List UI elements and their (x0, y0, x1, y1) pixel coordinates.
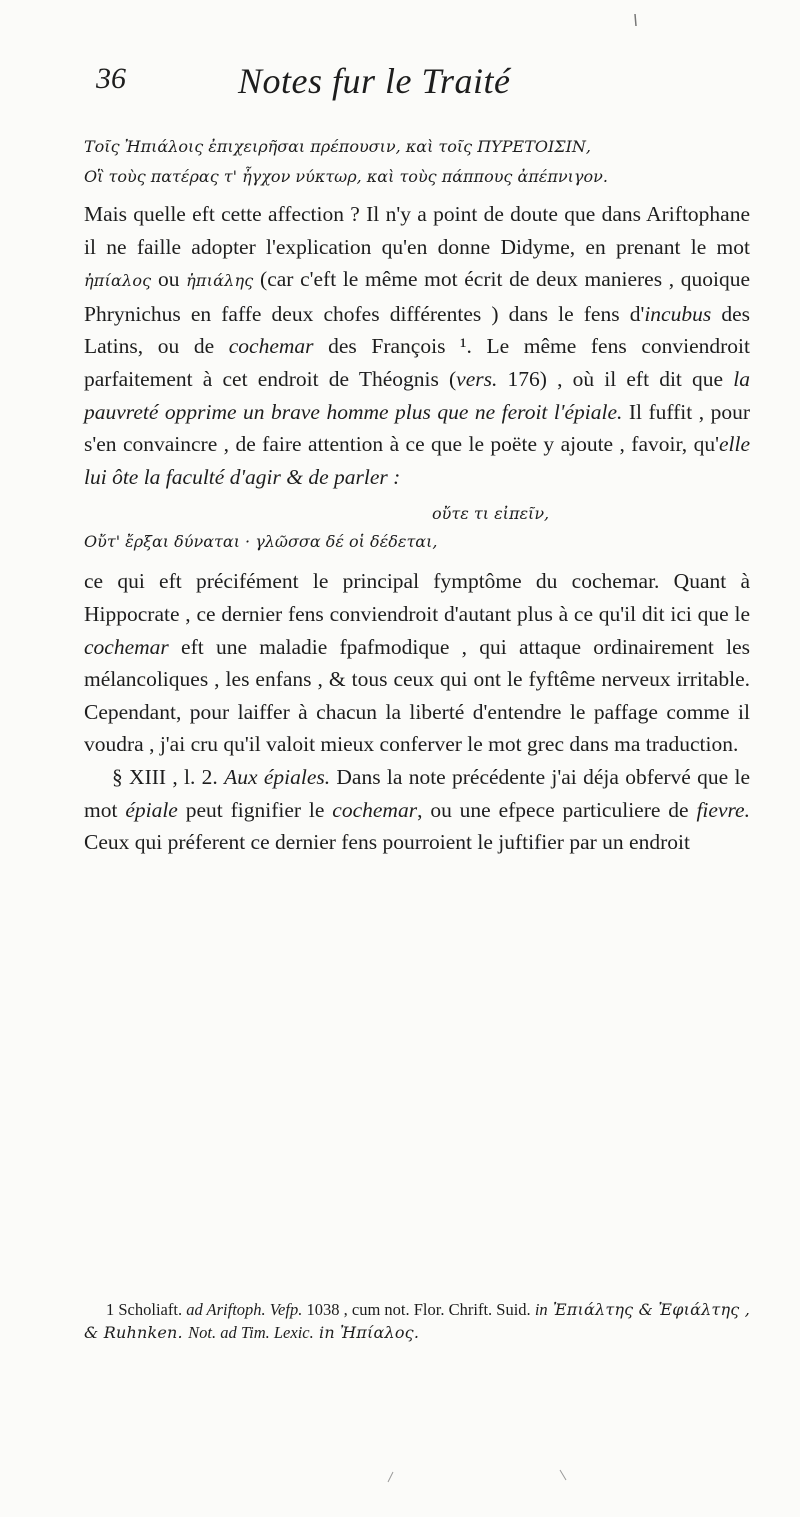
paragraph-1-text-c: (car c'eft le même mot écrit de deux manieres , quoique Phrynichus en faffe deux chofes différentes ) dans le fens d' (84, 267, 751, 326)
italic-pauvrete: la pauvreté opprime un brave homme plus que ne feroit l'épiale. (84, 366, 750, 424)
italic-fievre: fievre. (696, 797, 750, 822)
footnote-text-d: in Ἠπίαλος. (313, 1323, 420, 1342)
paragraph-3-text-a: § XIII , l. 2. (112, 764, 225, 789)
main-text (84, 132, 750, 859)
running-title: Notes fur le Traité (238, 61, 511, 101)
footnote-italic-b: in (534, 1300, 548, 1319)
greek-quote-line-1: οὔτε τι εἰπεῖν, (432, 504, 550, 524)
stray-mark-bottom-right (560, 1470, 566, 1480)
footnote-italic-c: Not. ad Tim. Lexic. (188, 1323, 314, 1342)
stray-mark-bottom-left (388, 1472, 393, 1482)
paragraph-2-text-a: ce qui eft précifément le principal fymptôme du cochemar. Quant à Hippocrate , ce dernier fens conviendroit d'autant plus à ce qu'il dit ici que le (84, 569, 750, 626)
footnote-text-c: Ἐπιάλτης & Ἐφιάλτης , & Ruhnken. (84, 1300, 751, 1342)
page-number: 36 (96, 62, 126, 95)
paragraph-1-text-g: Il fuffit , pour s'en convaincre , de faire attention à ce que le poëte y ajoute , favoir, qu' (84, 399, 750, 457)
paragraph-1-text-a: Mais quelle eft cette affection ? Il n'y a point de doute que dans Ariftophane il ne faille adopter l'explication qu'en donne Didyme, en prenant le mot (84, 202, 750, 259)
greek-quote (84, 501, 750, 557)
stray-mark-top (635, 14, 636, 26)
paragraph-3 (84, 761, 750, 859)
paragraph-1-text-f: 176) , où il eft dit que (497, 366, 734, 391)
greek-word-epialos: ἠπίαλος (84, 271, 152, 291)
paragraph-1 (84, 198, 750, 493)
italic-faculte: elle lui ôte la faculté d'agir & de parler : (84, 432, 750, 489)
italic-vers: vers. (456, 366, 498, 391)
paragraph-1-text-e: des François ¹. Le même fens conviendroit parfaitement à cet endroit de Théognis ( (84, 334, 750, 391)
footnote-italic-a: ad Ariftoph. Vefp. (186, 1300, 303, 1319)
paragraph-2-text-b: eft une maladie fpafmodique , qui attaque ordinairement les mélancoliques , les enfans , & tous ceux qui ont le fyftême nerveux irritable. Cependant, pour laiffer à chacun la liberté d'entendre le paffage comme il voudra , j'ai cru qu'il valoit mieux conferver le mot grec dans ma traduction. (84, 634, 750, 757)
paragraph-3-text-d: , ou une efpece particuliere de (417, 797, 697, 822)
paragraph-3-text-e: Ceux qui préferent ce dernier fens pourroient le juftifier par un endroit (84, 830, 690, 855)
italic-cochemar-3: cochemar (332, 797, 418, 822)
paragraph-3-text-b: Dans la note précédente j'ai déja obfervé que le mot (84, 764, 751, 822)
italic-epiale: épiale (125, 797, 178, 822)
footnote-1 (84, 1298, 750, 1344)
paragraph-2 (84, 565, 750, 761)
paragraph-1-text-d: des Latins, ou de (84, 301, 750, 359)
footnote-text-a: 1 Scholiaft. (106, 1300, 187, 1319)
greek-word-epiales: ἠπιάλης (186, 271, 254, 291)
running-head (96, 62, 736, 106)
italic-aux-epiales: Aux épiales. (224, 764, 331, 789)
greek-quote-line-2: Οὔτ' ἔρξαι δύναται · γλῶσσα δέ οἱ δέδεται, (84, 532, 438, 552)
paragraph-3-text-c: peut fignifier le (177, 797, 333, 822)
paragraph-1-text-b: ou (151, 267, 187, 292)
greek-verse-line-1: Τοῖς Ἠπιάλοις ἐπιχειρῆσαι πρέπουσιν, καὶ τοῖς ΠΥΡΕΤΟΙΣΙΝ, (84, 137, 592, 156)
footnote (84, 1298, 750, 1344)
greek-verse-line-2: Οἳ τοὺς πατέρας τ' ἦγχον νύκτωρ, καὶ τοὺς πάππους ἀπέπνιγον. (84, 167, 608, 186)
italic-cochemar: cochemar (228, 334, 314, 359)
footnote-text-b: 1038 , cum not. Flor. Chrift. Suid. (302, 1300, 535, 1319)
italic-incubus: incubus (644, 301, 712, 326)
italic-cochemar-2: cochemar (84, 634, 169, 659)
